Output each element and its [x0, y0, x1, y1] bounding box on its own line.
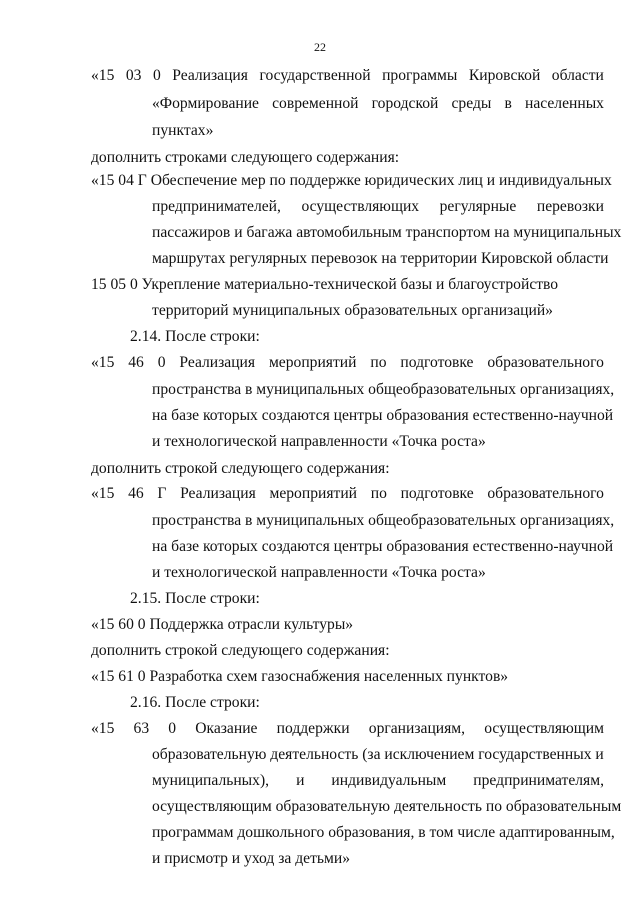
word: «15	[91, 485, 115, 502]
text-line	[152, 94, 604, 114]
word: 63	[133, 720, 150, 737]
word: предпринимателям,	[473, 772, 604, 789]
text-line: пространства в муниципальных общеобразовательных организациях,	[152, 381, 615, 398]
text-line: маршрутах регулярных перевозок на территории Кировской области	[152, 250, 609, 267]
text-line: дополнить строкой следующего содержания:	[91, 460, 390, 477]
section-heading: 2.15. После строки:	[130, 590, 260, 607]
section-heading: 2.14. После строки:	[130, 328, 260, 345]
word: населенных	[525, 95, 604, 112]
text-line: и присмотр и уход за детьми»	[152, 850, 351, 867]
word: современной	[272, 95, 359, 112]
word: 0	[152, 67, 161, 84]
word: образовательного	[487, 354, 604, 371]
word: Реализация	[179, 354, 256, 371]
word: Реализация	[180, 485, 256, 502]
word: Оказание	[195, 720, 258, 737]
text-line: программам дошкольного образования, в том числе адаптированным,	[152, 824, 615, 841]
word: подготовке	[400, 354, 474, 371]
text-line: пассажиров и багажа автомобильным транспортом на муниципальных	[152, 224, 622, 241]
text-line	[91, 484, 604, 504]
word: поддержки	[276, 720, 350, 737]
text-line	[152, 197, 604, 217]
word: мероприятий	[268, 354, 357, 371]
word: перевозки	[536, 198, 604, 215]
text-line: 15 05 0 Укрепление материально-технической базы и благоустройство	[91, 276, 559, 293]
word: «15	[91, 67, 115, 84]
text-line	[91, 719, 604, 739]
word: 0	[168, 720, 177, 737]
page-number: 22	[314, 40, 326, 54]
word: организациям,	[368, 720, 466, 737]
word: «15	[91, 354, 115, 371]
text-line: «15 60 0 Поддержка отрасли культуры»	[91, 616, 354, 633]
text-line: на базе которых создаются центры образования естественно-научной	[152, 538, 614, 555]
text-line	[91, 66, 604, 86]
text-line: и технологической направленности «Точка роста»	[152, 433, 486, 450]
word: городской	[371, 95, 439, 112]
word: 46	[128, 485, 144, 502]
word: мероприятий	[269, 485, 358, 502]
word: подготовке	[400, 485, 474, 502]
word: государственной	[259, 67, 371, 84]
word: муниципальных),	[152, 772, 270, 789]
word: предпринимателей,	[152, 198, 281, 215]
word: регулярные	[439, 198, 517, 215]
text-line: на базе которых создаются центры образования естественно-научной	[152, 407, 614, 424]
word: программы	[382, 67, 458, 84]
text-line	[152, 771, 604, 791]
word: 46	[128, 354, 144, 371]
text-line: «15 04 Г Обеспечение мер по поддержке юридических лиц и индивидуальных	[91, 172, 612, 189]
text-line: дополнить строкой следующего содержания:	[91, 642, 390, 659]
text-line: и технологической направленности «Точка роста»	[152, 564, 486, 581]
text-line: пунктах»	[152, 122, 214, 139]
word: и	[296, 772, 305, 789]
word: «Формирование	[152, 95, 259, 112]
section-heading: 2.16. После строки:	[130, 694, 260, 711]
text-line: образовательную деятельность (за исключением государственных и	[152, 746, 604, 763]
word: индивидуальным	[331, 772, 447, 789]
word: по	[370, 485, 387, 502]
word: в	[504, 95, 512, 112]
word: Реализация	[172, 67, 248, 84]
word: осуществляющим	[484, 720, 604, 737]
text-line	[91, 353, 604, 373]
word: Кировской	[468, 67, 541, 84]
word: образовательного	[487, 485, 604, 502]
word: Г	[157, 485, 167, 502]
text-line: осуществляющим образовательную деятельность по образовательным	[152, 798, 622, 815]
word: среды	[451, 95, 492, 112]
text-line: пространства в муниципальных общеобразовательных организациях,	[152, 512, 615, 529]
word: области	[551, 67, 604, 84]
text-line: дополнить строками следующего содержания:	[91, 149, 400, 166]
word: осуществляющих	[301, 198, 420, 215]
text-line: «15 61 0 Разработка схем газоснабжения населенных пунктов»	[91, 668, 509, 685]
word: «15	[91, 720, 115, 737]
word: по	[370, 354, 387, 371]
word: 0	[157, 354, 166, 371]
word: 03	[125, 67, 142, 84]
text-line: территорий муниципальных образовательных организаций»	[152, 302, 553, 319]
